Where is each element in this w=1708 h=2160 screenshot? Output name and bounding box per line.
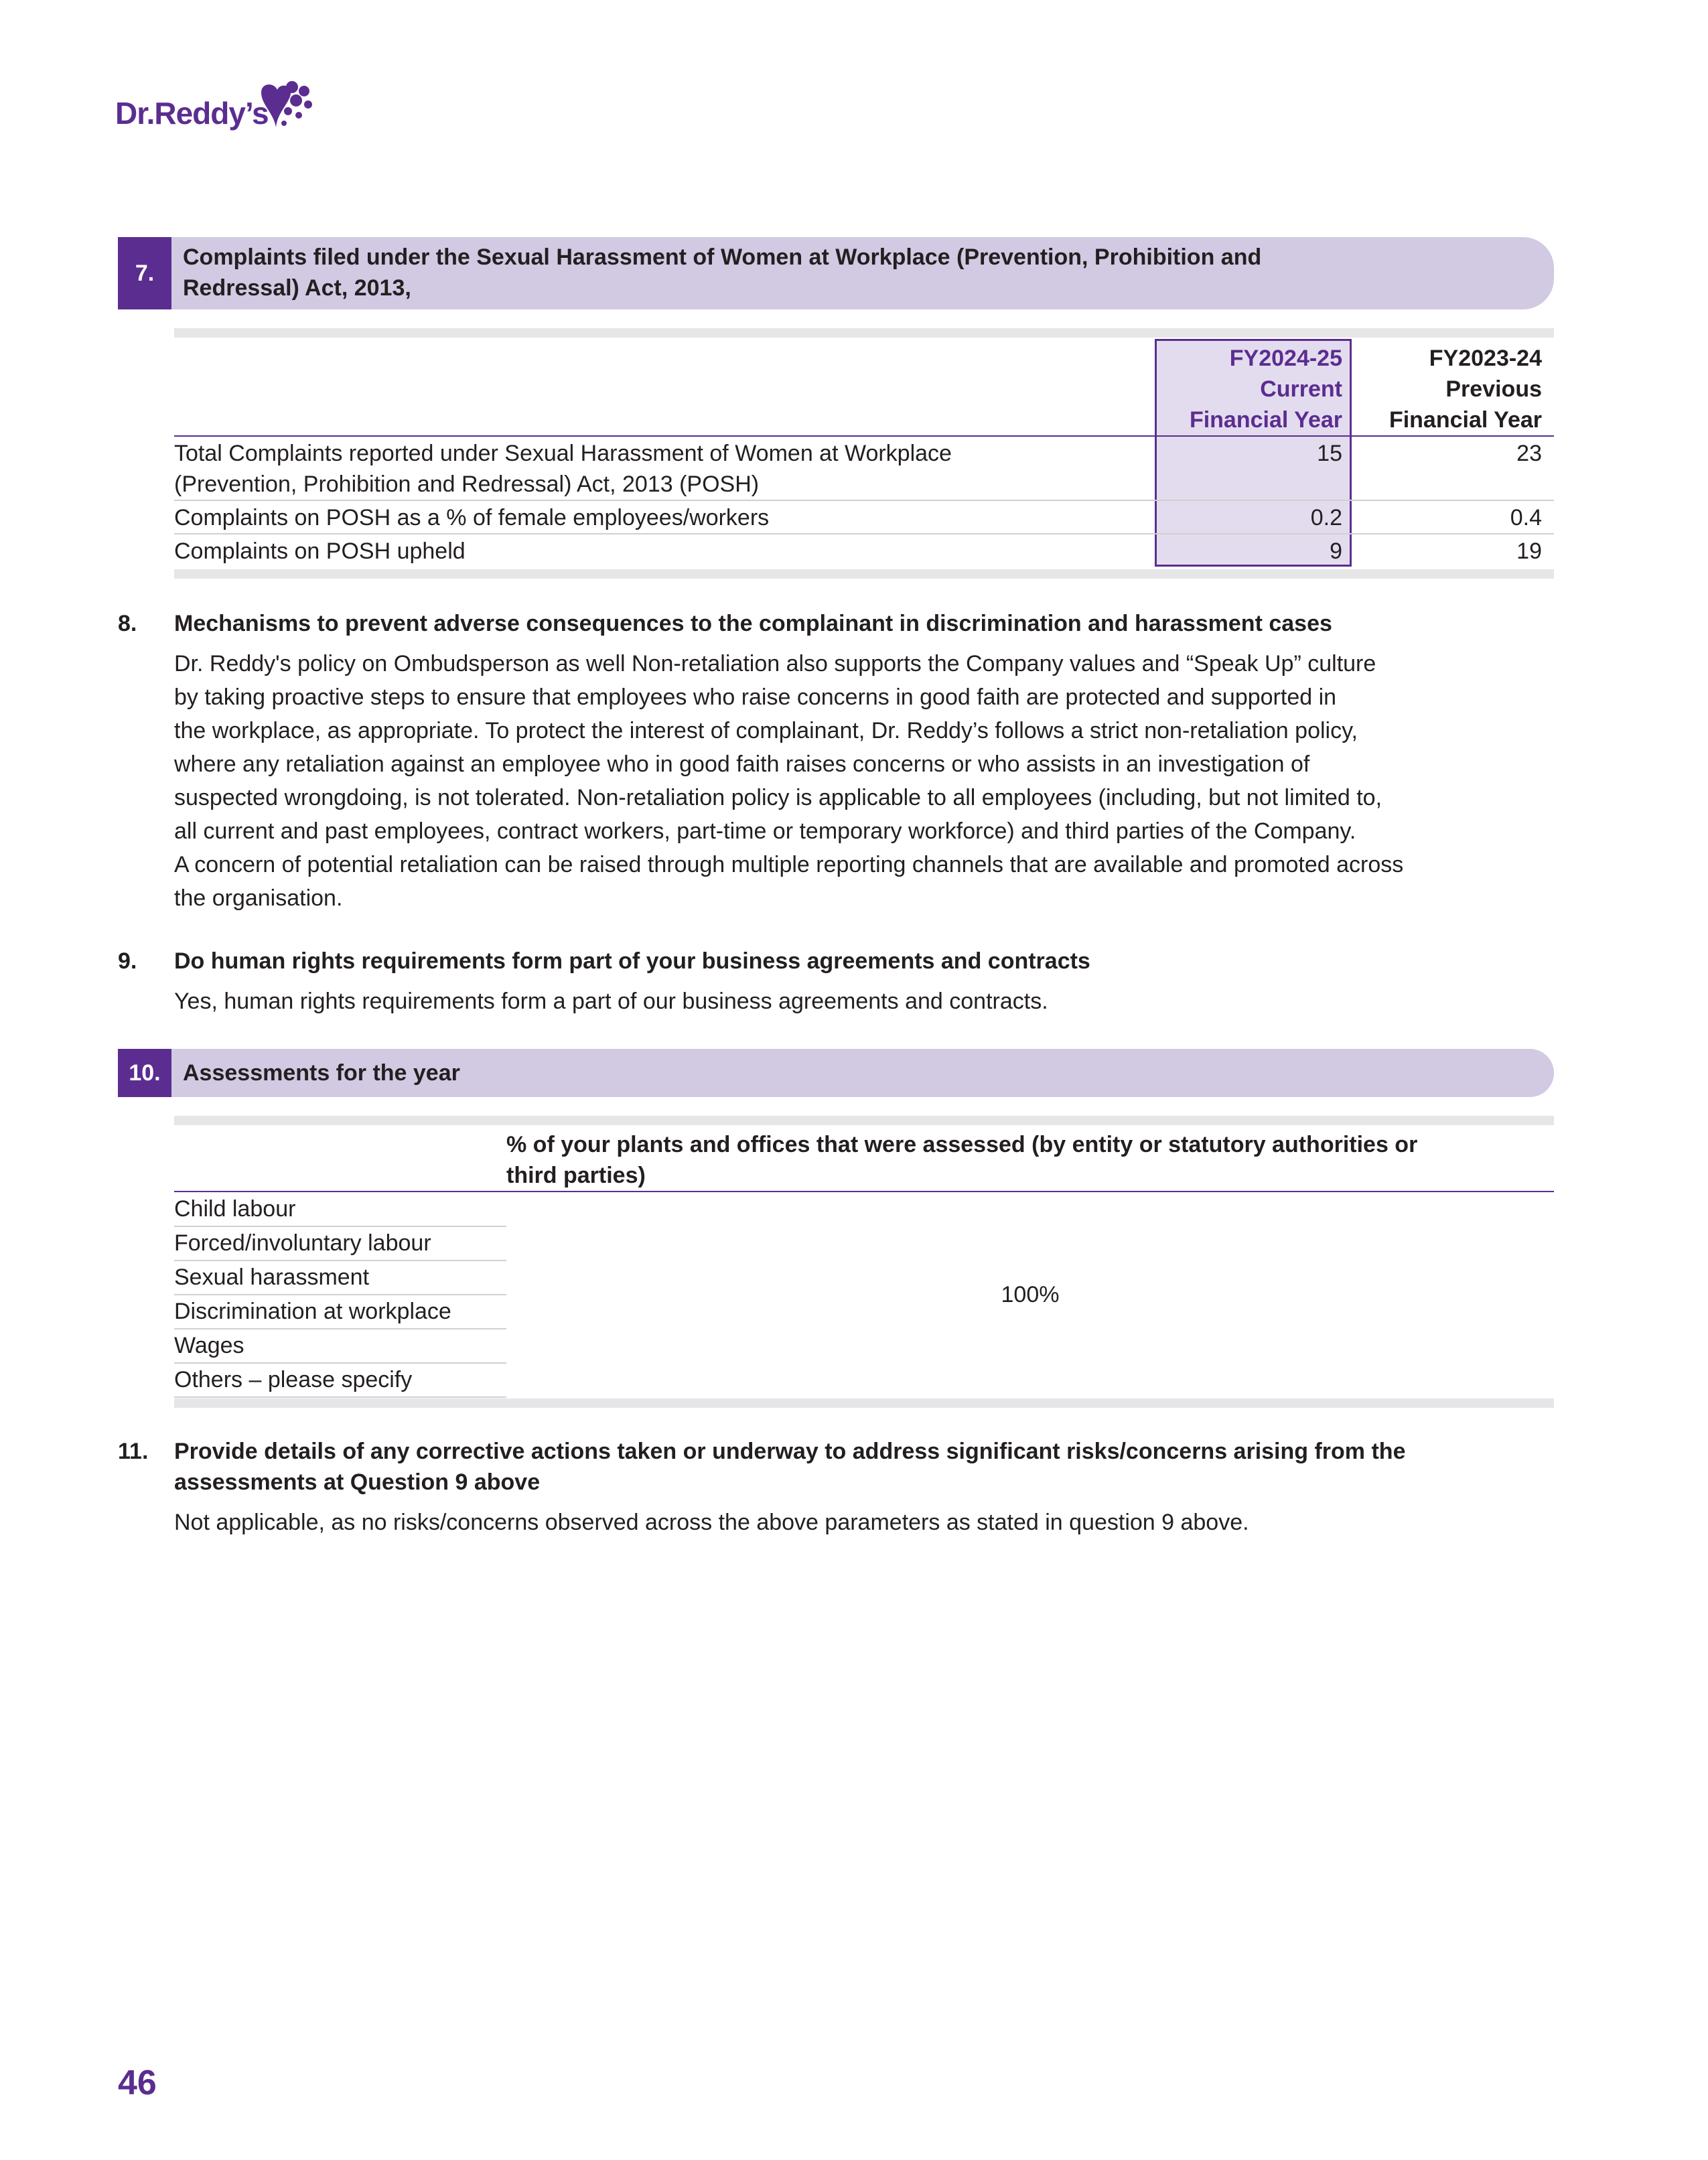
- row-divider: [174, 1396, 506, 1398]
- assessment-row-label: Discrimination at workplace: [174, 1299, 451, 1324]
- section-title-line: Complaints filed under the Sexual Harassment of Women at Workplace (Prevention, Prohibition and: [183, 244, 1262, 270]
- logo-wordmark: Dr.Reddy’s: [115, 96, 269, 131]
- previous-value: 19: [1516, 538, 1542, 564]
- question-number: 11.: [118, 1439, 149, 1464]
- question-number: 9.: [118, 948, 137, 974]
- table-top-band: [174, 328, 1554, 338]
- question-answer: [174, 647, 1554, 915]
- header-line: % of your plants and offices that were assessed (by entity or statutory authorities or: [506, 1132, 1418, 1157]
- section-title: [183, 242, 1261, 303]
- row-label-line: (Prevention, Prohibition and Redressal) Act, 2013 (POSH): [174, 472, 760, 497]
- header-divider: [174, 1191, 1554, 1192]
- header-line: Financial Year: [1389, 407, 1542, 433]
- answer-line: by taking proactive steps to ensure that employees who raise concerns in good faith are protected and supported in: [174, 685, 1337, 710]
- question-title: Do human rights requirements form part of your business agreements and contracts: [174, 948, 1090, 974]
- row-divider: [174, 1260, 506, 1261]
- assessment-value: 100%: [1001, 1282, 1060, 1307]
- answer-line: where any retaliation against an employee who in good faith raises concerns or who assists in an investigation of: [174, 751, 1310, 777]
- table-row-label: Complaints on POSH upheld: [174, 538, 466, 564]
- section-10-header: [118, 1049, 1554, 1097]
- heart-dots-icon: [257, 80, 313, 134]
- header-line: third parties): [506, 1163, 646, 1188]
- page-number: 46: [118, 2064, 157, 2102]
- row-divider: [174, 533, 1554, 534]
- current-value: 9: [1330, 538, 1342, 564]
- title-line: Provide details of any corrective actions taken or underway to address significant risks/concerns arising from the: [174, 1439, 1406, 1464]
- row-divider: [174, 500, 1554, 501]
- answer-line: all current and past employees, contract workers, part-time or temporary workforce) and third parties of the Company.: [174, 818, 1356, 844]
- current-year-header: [1155, 343, 1342, 435]
- table-row-label: [174, 438, 1139, 500]
- answer-line: the workplace, as appropriate. To protect the interest of complainant, Dr. Reddy’s follows a strict non-retaliation policy,: [174, 718, 1358, 743]
- previous-year-header: [1352, 343, 1542, 435]
- title-line: assessments at Question 9 above: [174, 1469, 541, 1495]
- table-row-label: Complaints on POSH as a % of female employees/workers: [174, 505, 770, 530]
- assessment-column-header: [506, 1129, 1554, 1191]
- assessment-row-label: Child labour: [174, 1196, 296, 1222]
- question-answer: Not applicable, as no risks/concerns observed across the above parameters as stated in question 9 above.: [174, 1510, 1249, 1535]
- row-divider: [174, 1226, 506, 1227]
- question-title: Mechanisms to prevent adverse consequences to the complainant in discrimination and harassment cases: [174, 611, 1332, 636]
- current-value: 15: [1317, 441, 1342, 466]
- header-line: FY2023-24: [1429, 346, 1542, 371]
- answer-line: the organisation.: [174, 885, 343, 911]
- question-number: 8.: [118, 611, 137, 636]
- question-title: [174, 1436, 1554, 1498]
- header-line: Previous: [1445, 376, 1542, 402]
- assessment-row-label: Sexual harassment: [174, 1265, 370, 1290]
- row-label-line: Total Complaints reported under Sexual Harassment of Women at Workplace: [174, 441, 952, 466]
- previous-value: 0.4: [1510, 505, 1542, 530]
- previous-value: 23: [1516, 441, 1542, 466]
- row-divider: [174, 1328, 506, 1329]
- header-line: Financial Year: [1189, 407, 1342, 433]
- answer-line: Dr. Reddy's policy on Ombudsperson as well Non-retaliation also supports the Company values and “Speak Up” culture: [174, 651, 1376, 676]
- table-bottom-band: [174, 1398, 1554, 1408]
- current-value: 0.2: [1310, 505, 1342, 530]
- header-divider: [174, 435, 1554, 437]
- table-bottom-band: [174, 569, 1554, 579]
- table-top-band: [174, 1116, 1554, 1125]
- section-number: 7.: [118, 237, 171, 309]
- answer-line: suspected wrongdoing, is not tolerated. Non-retaliation policy is applicable to all employees (including, but not limited to,: [174, 785, 1382, 810]
- section-number: 10.: [118, 1049, 171, 1097]
- header-line: FY2024-25: [1229, 346, 1342, 371]
- section-title: Assessments for the year: [183, 1060, 460, 1086]
- question-answer: Yes, human rights requirements form a part of our business agreements and contracts.: [174, 989, 1048, 1014]
- assessment-row-label: Forced/involuntary labour: [174, 1230, 431, 1256]
- section-7-header: [118, 237, 1554, 309]
- row-divider: [174, 1362, 506, 1364]
- assessment-row-label: Others – please specify: [174, 1367, 413, 1392]
- row-divider: [174, 1294, 506, 1295]
- header-line: Current: [1260, 376, 1342, 402]
- answer-line: A concern of potential retaliation can be raised through multiple reporting channels that are available and promoted across: [174, 852, 1404, 877]
- assessment-row-label: Wages: [174, 1333, 244, 1358]
- section-title-line: Redressal) Act, 2013,: [183, 275, 411, 301]
